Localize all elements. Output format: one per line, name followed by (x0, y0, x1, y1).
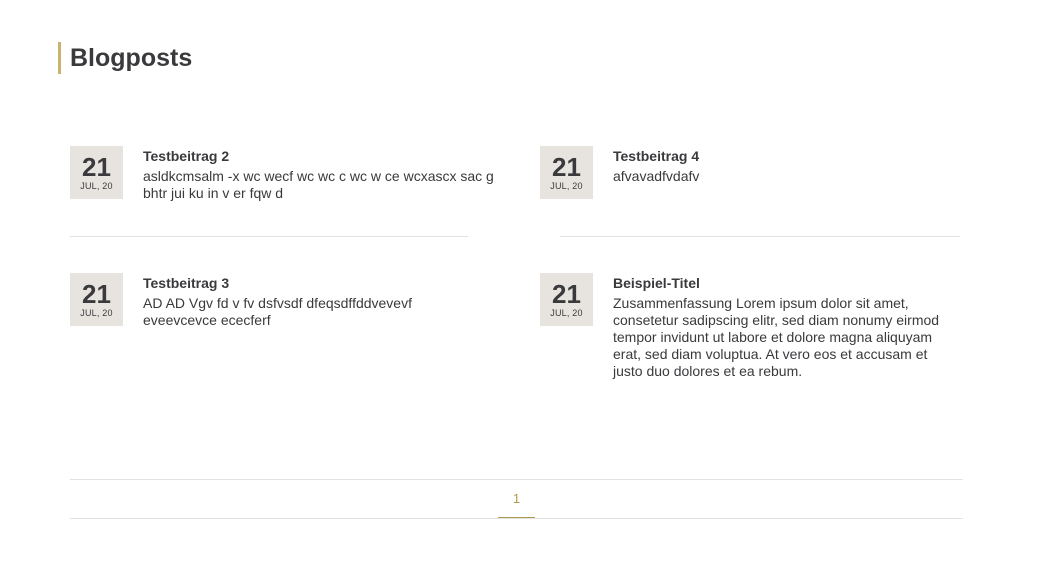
post-summary: afvavadfvdafv (613, 168, 700, 184)
date-badge (540, 146, 593, 199)
date-badge (540, 273, 593, 326)
date-month: JUL, 20 (550, 308, 583, 318)
post-title-link[interactable]: Beispiel-Titel (613, 275, 700, 291)
post-card[interactable] (540, 146, 960, 199)
date-month: JUL, 20 (80, 308, 113, 318)
post-divider (560, 236, 960, 237)
post-card[interactable] (70, 146, 500, 202)
date-day: 21 (82, 152, 111, 182)
page-title: Blogposts (58, 42, 192, 74)
date-badge (70, 273, 123, 326)
post-summary: Zusammenfassung Lorem ipsum dolor sit amet, consetetur sadipscing elitr, sed diam nonumy eirmod tempor invidunt ut labore et dolore magna aliquyam erat, sed diam voluptua. At vero eos et accusam et justo duo dolores et ea rebum. (613, 295, 940, 379)
date-badge (70, 146, 123, 199)
date-month: JUL, 20 (550, 181, 583, 191)
date-day: 21 (82, 279, 111, 309)
post-body (143, 273, 443, 329)
post-title-link[interactable]: Testbeitrag 4 (613, 148, 700, 164)
post-title-link[interactable]: Testbeitrag 2 (143, 148, 230, 164)
date-month: JUL, 20 (80, 181, 113, 191)
post-body (613, 273, 953, 380)
post-divider (70, 236, 468, 237)
pagination-bottom-border (70, 518, 963, 519)
post-body (143, 146, 498, 202)
post-card[interactable] (540, 273, 960, 380)
post-summary: AD AD Vgv fd v fv dsfvsdf dfeqsdffddvevevf eveevcevce ececferf (143, 295, 412, 328)
pagination-page-current[interactable]: 1 (498, 480, 535, 518)
post-card[interactable] (70, 273, 500, 329)
date-day: 21 (552, 279, 581, 309)
date-day: 21 (552, 152, 581, 182)
post-summary: asldkcmsalm -x wc wecf wc wc c wc w ce wcxascx sac g bhtr jui ku in v er fqw d (143, 168, 494, 201)
post-body (613, 146, 953, 185)
post-title-link[interactable]: Testbeitrag 3 (143, 275, 230, 291)
